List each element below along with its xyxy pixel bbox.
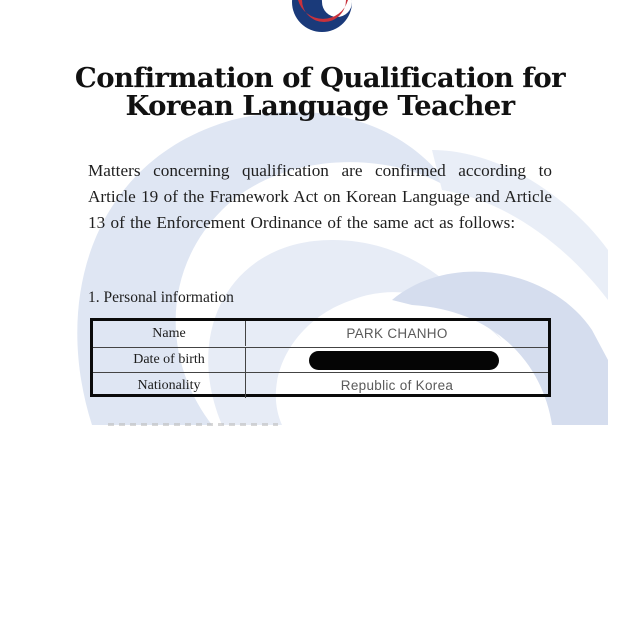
date-of-birth-label: Date of birth — [93, 348, 246, 373]
table-row — [93, 321, 548, 346]
table-row — [93, 347, 548, 373]
intro-paragraph: Matters concerning qualification are confirmed according to Article 19 of the Framework Act on Korean Language and Article 13 of the Enforcement Ordinance of the same act as follows: — [88, 161, 552, 232]
taegeuk-emblem-icon — [290, 0, 354, 34]
document-title — [32, 64, 608, 120]
name-label: Name — [93, 321, 246, 346]
redaction-bar — [309, 351, 499, 370]
nationality-value: Republic of Korea — [340, 378, 454, 393]
section-heading-personal-info: 1. Personal information — [88, 289, 234, 306]
title-line-2: Korean Language Teacher — [125, 90, 515, 122]
table-row — [93, 372, 548, 398]
name-value: PARK CHANHO — [346, 326, 448, 341]
cropped-text-remnant — [108, 423, 278, 426]
personal-info-table — [90, 318, 551, 397]
title-line-1: Confirmation of Qualification for — [74, 62, 566, 94]
nationality-label: Nationality — [93, 373, 246, 398]
date-of-birth-value — [246, 348, 548, 373]
